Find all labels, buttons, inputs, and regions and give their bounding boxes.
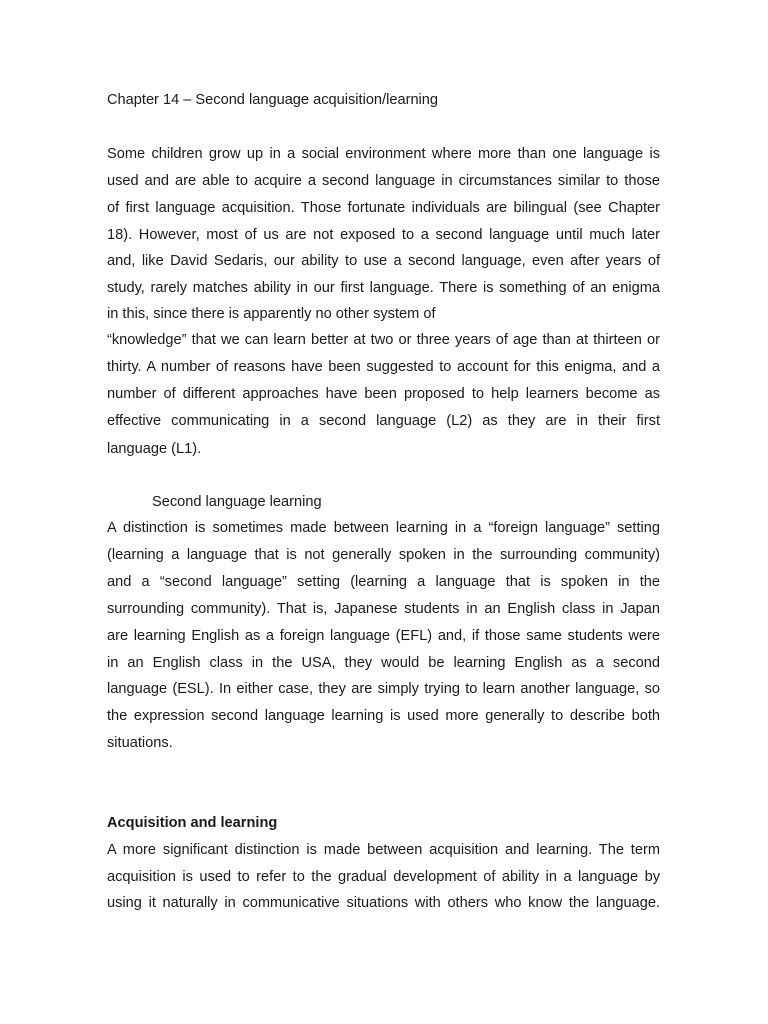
para1-line: language (L1). bbox=[107, 441, 202, 457]
para2-line: situations. bbox=[107, 735, 173, 751]
para2-line: language (ESL). In either case, they are simply trying to learn another language, so bbox=[107, 681, 660, 697]
section-heading-second-language-learning: Second language learning bbox=[152, 494, 322, 510]
para2-line: in an English class in the USA, they would be learning English as a second bbox=[107, 655, 660, 671]
para1-line: study, rarely matches ability in our first language. There is something of an enigma bbox=[107, 280, 660, 296]
para3-line: A more significant distinction is made between acquisition and learning. The term bbox=[107, 842, 660, 858]
chapter-title: Chapter 14 – Second language acquisition/learning bbox=[107, 92, 439, 108]
para3-line: using it naturally in communicative situations with others who know the language. bbox=[107, 895, 660, 911]
para1-line: used and are able to acquire a second language in circumstances similar to those bbox=[107, 173, 660, 189]
para1-line: effective communicating in a second language (L2) as they are in their first bbox=[107, 413, 660, 429]
para1-line: “knowledge” that we can learn better at two or three years of age than at thirteen or bbox=[107, 332, 660, 348]
para1-line: 18). However, most of us are not exposed to a second language until much later bbox=[107, 227, 660, 243]
para2-line: the expression second language learning is used more generally to describe both bbox=[107, 708, 660, 724]
para1-line: thirty. A number of reasons have been suggested to account for this enigma, and a bbox=[107, 359, 660, 375]
para1-line: in this, since there is apparently no other system of bbox=[107, 306, 436, 322]
para2-line: are learning English as a foreign language (EFL) and, if those same students were bbox=[107, 628, 660, 644]
para2-line: and a “second language” setting (learning a language that is spoken in the bbox=[107, 574, 660, 590]
para1-line: Some children grow up in a social environment where more than one language is bbox=[107, 146, 660, 162]
para1-line: number of different approaches have been proposed to help learners become as bbox=[107, 386, 660, 402]
para2-line: A distinction is sometimes made between learning in a “foreign language” setting bbox=[107, 520, 660, 536]
section-heading-acquisition-and-learning: Acquisition and learning bbox=[107, 815, 278, 831]
para3-line: acquisition is used to refer to the gradual development of ability in a language by bbox=[107, 869, 660, 885]
para2-line: surrounding community). That is, Japanese students in an English class in Japan bbox=[107, 601, 660, 617]
para1-line: and, like David Sedaris, our ability to use a second language, even after years of bbox=[107, 253, 660, 269]
para1-line: of first language acquisition. Those fortunate individuals are bilingual (see Chapter bbox=[107, 200, 660, 216]
para2-line: (learning a language that is not generally spoken in the surrounding community) bbox=[107, 547, 660, 563]
